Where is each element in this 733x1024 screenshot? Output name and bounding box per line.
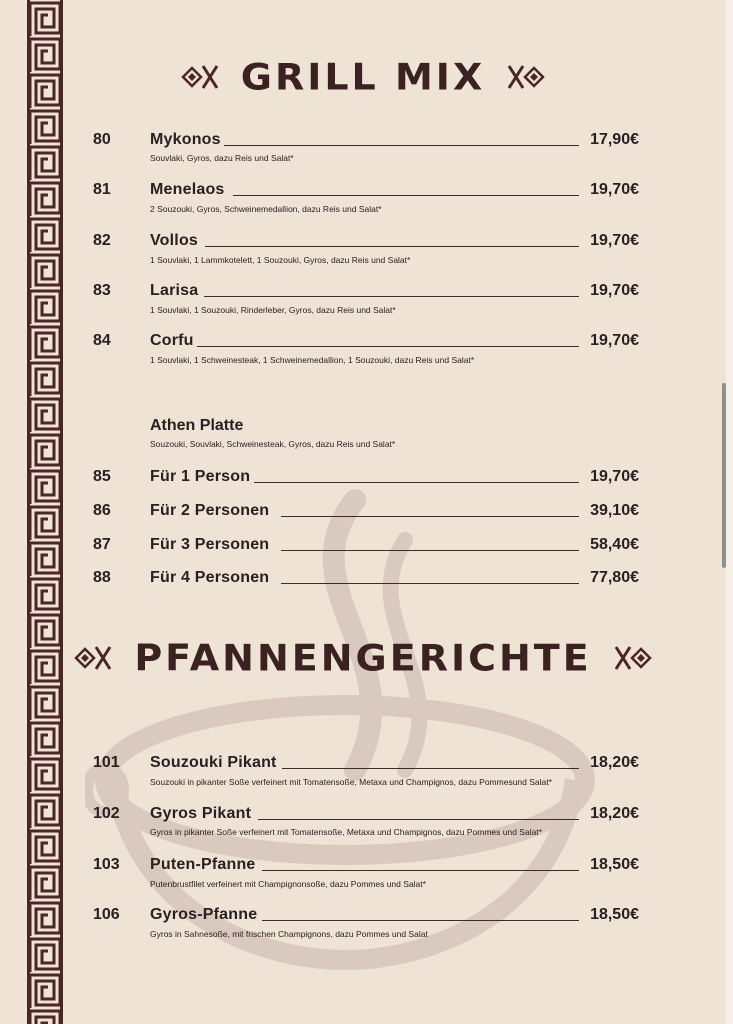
item-name: Vollos bbox=[150, 232, 199, 249]
item-price: 18,50€ bbox=[590, 906, 639, 923]
scrollbar-thumb[interactable] bbox=[722, 383, 726, 568]
section-title: GRILL MIX bbox=[240, 56, 486, 98]
item-description: Souvlaki, Gyros, dazu Reis und Salat* bbox=[150, 153, 294, 163]
item-name: Gyros Pikant bbox=[150, 805, 252, 822]
item-price: 58,40€ bbox=[590, 536, 639, 553]
diamond-x-ornament-icon bbox=[179, 60, 219, 94]
item-name: Für 2 Personen bbox=[150, 502, 270, 519]
item-name: Für 3 Personen bbox=[150, 536, 270, 553]
item-price: 19,70€ bbox=[590, 232, 639, 249]
item-name: Menelaos bbox=[150, 181, 225, 198]
item-name: Für 1 Person bbox=[150, 468, 251, 485]
platter-option bbox=[0, 569, 726, 595]
leader-line bbox=[197, 346, 579, 347]
leader-line bbox=[204, 296, 579, 297]
item-name: Souzouki Pikant bbox=[150, 754, 277, 771]
item-number: 101 bbox=[93, 754, 120, 771]
leader-line bbox=[262, 870, 579, 871]
platter-description: Souzouki, Souvlaki, Schweinesteak, Gyros, dazu Reis und Salat* bbox=[150, 439, 396, 449]
item-description: 1 Souvlaki, 1 Lammkotelett, 1 Souzouki, Gyros, dazu Reis und Salat* bbox=[150, 255, 411, 265]
leader-line bbox=[254, 482, 579, 483]
item-price: 39,10€ bbox=[590, 502, 639, 519]
item-number: 81 bbox=[93, 181, 111, 198]
item-price: 18,20€ bbox=[590, 754, 639, 771]
item-description: Souzouki in pikanter Soße verfeinert mit Tomatensoße, Metaxa und Champignos, dazu Pommesund Salat* bbox=[150, 777, 552, 787]
item-price: 18,50€ bbox=[590, 856, 639, 873]
item-number: 86 bbox=[93, 502, 111, 519]
item-number: 87 bbox=[93, 536, 111, 553]
platter-title: Athen Platte bbox=[150, 417, 244, 434]
item-number: 85 bbox=[93, 468, 111, 485]
section-heading-pfannengerichte bbox=[0, 636, 726, 680]
diamond-x-ornament-icon bbox=[72, 641, 112, 675]
diamond-knot-ornament-icon bbox=[614, 641, 654, 675]
diamond-knot-ornament-icon bbox=[507, 60, 547, 94]
item-price: 17,90€ bbox=[590, 131, 639, 148]
leader-line bbox=[233, 195, 579, 196]
item-name: Gyros-Pfanne bbox=[150, 906, 258, 923]
item-name: Puten-Pfanne bbox=[150, 856, 256, 873]
item-number: 103 bbox=[93, 856, 120, 873]
leader-line bbox=[281, 583, 579, 584]
item-description: Putenbrustfilet verfeinert mit Champignonsoße, dazu Pommes und Salat* bbox=[150, 879, 426, 889]
item-name: Für 4 Personen bbox=[150, 569, 270, 586]
item-description: 2 Souzouki, Gyros, Schweinemedallion, dazu Reis und Salat* bbox=[150, 204, 382, 214]
leader-line bbox=[205, 246, 579, 247]
item-price: 19,70€ bbox=[590, 181, 639, 198]
item-number: 88 bbox=[93, 569, 111, 586]
leader-line bbox=[282, 768, 579, 769]
item-price: 19,70€ bbox=[590, 282, 639, 299]
item-number: 83 bbox=[93, 282, 111, 299]
item-price: 18,20€ bbox=[590, 805, 639, 822]
item-name: Mykonos bbox=[150, 131, 221, 148]
leader-line bbox=[224, 145, 579, 146]
leader-line bbox=[281, 550, 579, 551]
menu-item bbox=[0, 131, 726, 157]
item-price: 19,70€ bbox=[590, 332, 639, 349]
item-description: 1 Souvlaki, 1 Schweinesteak, 1 Schweinemedallion, 1 Souzouki, dazu Reis und Salat* bbox=[150, 355, 475, 365]
item-description: Gyros in pikanter Soße verfeinert mit Tomatensoße, Metaxa und Champignos, dazu Pommes und Salat* bbox=[150, 827, 542, 837]
leader-line bbox=[281, 516, 579, 517]
item-number: 82 bbox=[93, 232, 111, 249]
platter-option bbox=[0, 536, 726, 562]
section-title: PFANNENGERICHTE bbox=[134, 637, 592, 679]
item-price: 19,70€ bbox=[590, 468, 639, 485]
platter-option bbox=[0, 468, 726, 494]
platter-option bbox=[0, 502, 726, 528]
item-number: 106 bbox=[93, 906, 120, 923]
item-number: 80 bbox=[93, 131, 111, 148]
item-number: 84 bbox=[93, 332, 111, 349]
leader-line bbox=[258, 819, 579, 820]
item-price: 77,80€ bbox=[590, 569, 639, 586]
section-heading-grill-mix bbox=[0, 55, 726, 99]
item-description: Gyros in Sahnesoße, mit frischen Champignons, dazu Pommes und Salat bbox=[150, 929, 428, 939]
leader-line bbox=[262, 920, 579, 921]
item-name: Corfu bbox=[150, 332, 194, 349]
item-number: 102 bbox=[93, 805, 120, 822]
item-description: 1 Souvlaki, 1 Souzouki, Rinderleber, Gyros, dazu Reis und Salat* bbox=[150, 305, 396, 315]
item-name: Larisa bbox=[150, 282, 199, 299]
